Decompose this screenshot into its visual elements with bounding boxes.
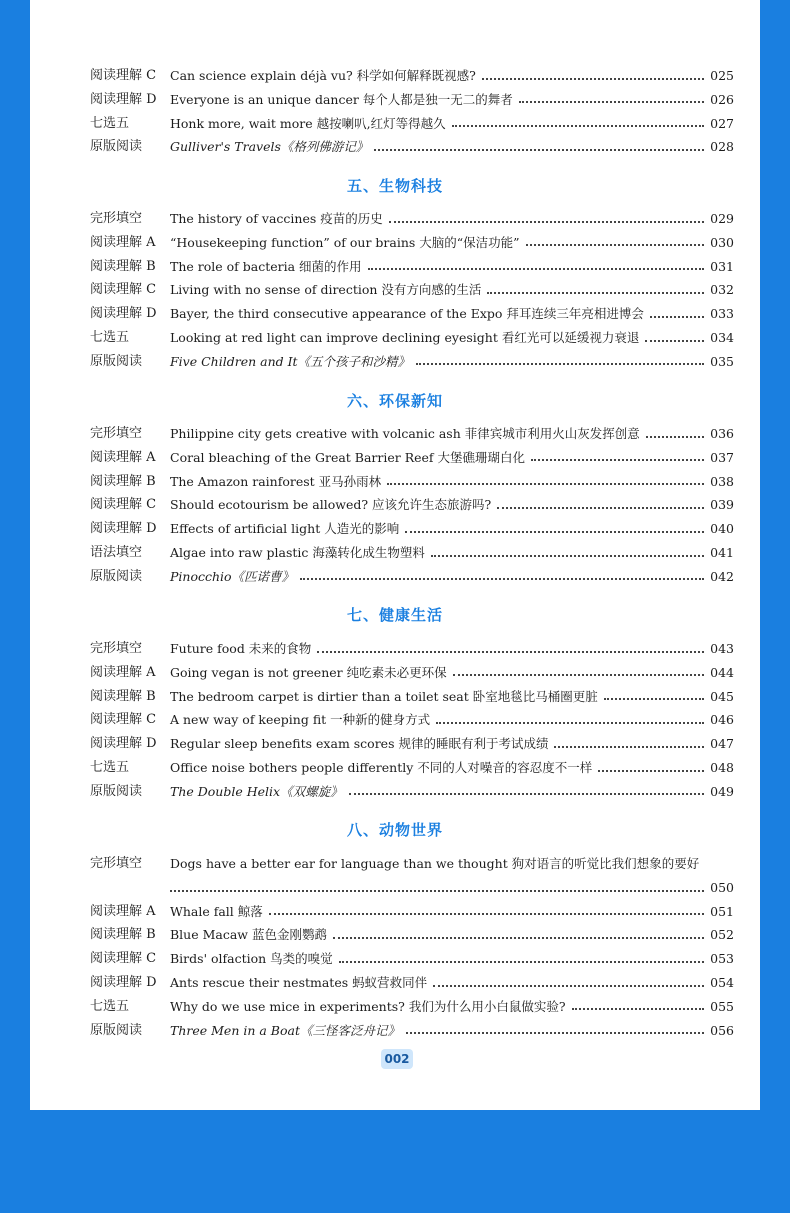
entry-body (170, 971, 734, 995)
entry-category: 阅读理解 D (90, 736, 157, 752)
dot-leader (554, 745, 704, 748)
entry-page-number: 049 (710, 783, 734, 799)
entry-page-number: 045 (710, 688, 734, 704)
entry-title: Whale fall 鲸落 (170, 903, 263, 919)
entry-category: 阅读理解 A (90, 234, 156, 250)
entry-title: Philippine city gets creative with volcanic ash 菲律宾城市利用火山灰发挥创意 (170, 426, 640, 441)
entry-title: Everyone is an unique dancer 每个人都是独一无二的舞者 (170, 91, 513, 107)
entry-page-number: 031 (710, 258, 734, 274)
toc-entry[interactable] (90, 231, 734, 255)
toc-entry[interactable] (90, 565, 734, 589)
entry-body (170, 541, 734, 565)
dot-leader (436, 721, 704, 724)
dot-leader (452, 124, 704, 127)
dot-leader (170, 889, 704, 892)
toc-entry[interactable] (90, 88, 734, 112)
entry-title: Pinocchio《匹诺曹》 (170, 568, 295, 584)
page-number: 002 (381, 1049, 413, 1069)
entry-body (170, 278, 734, 302)
entry-category: 阅读理解 C (90, 68, 157, 83)
entry-page-number: 027 (710, 115, 734, 131)
toc-entry[interactable] (90, 947, 734, 971)
entry-category: 阅读理解 B (90, 927, 156, 943)
entry-category: 阅读理解 C (90, 282, 157, 298)
entry-page-number: 041 (710, 545, 734, 560)
entry-page-number: 035 (710, 353, 734, 369)
toc-entry[interactable] (90, 541, 734, 565)
entry-category: 完形填空 (90, 426, 143, 441)
toc-entry[interactable] (90, 780, 734, 804)
entry-category: 完形填空 (90, 211, 143, 226)
dot-leader (572, 1007, 704, 1010)
dot-leader (349, 792, 704, 795)
dot-leader (389, 220, 704, 223)
dot-leader (646, 435, 704, 438)
entry-body (170, 852, 734, 900)
entry-title: Dogs have a better ear for language than we thought 狗对语言的听觉比我们想象的要好 (170, 856, 700, 871)
entry-body (170, 900, 734, 924)
dot-leader (433, 984, 704, 987)
entry-title: Effects of artificial light 人造光的影响 (170, 521, 400, 537)
entry-page-number: 038 (710, 473, 734, 489)
toc-entry[interactable] (90, 971, 734, 995)
entry-category: 七选五 (90, 115, 130, 131)
entry-title: Five Children and It《五个孩子和沙精》 (170, 353, 411, 369)
entry-title: A new way of keeping fit 一种新的健身方式 (170, 712, 431, 728)
entry-title: Honk more, wait more 越按喇叭,红灯等得越久 (170, 115, 446, 131)
entry-body (170, 732, 734, 756)
entry-category: 阅读理解 D (90, 91, 157, 107)
entry-category: 完形填空 (90, 856, 143, 871)
entry-title: Looking at red light can improve declining eyesight 看红光可以延缓视力衰退 (170, 330, 640, 345)
entry-title: Office noise bothers people differently 不同的人对噪音的容忍度不一样 (170, 760, 593, 775)
toc-entry[interactable] (90, 923, 734, 947)
entry-title: The bedroom carpet is dirtier than a toilet seat 卧室地毯比马桶圈更脏 (170, 688, 598, 704)
toc-entry[interactable] (90, 255, 734, 279)
entry-category: 阅读理解 D (90, 521, 157, 537)
toc-entry[interactable] (90, 732, 734, 756)
entry-category: 阅读理解 C (90, 497, 157, 513)
toc-entry[interactable] (90, 995, 734, 1019)
dot-leader (269, 912, 704, 915)
entry-body (170, 470, 734, 494)
entry-category: 阅读理解 C (90, 712, 157, 728)
entry-page-number: 039 (710, 497, 734, 513)
toc-entry[interactable] (90, 685, 734, 709)
entry-body (170, 231, 734, 255)
entry-body (170, 422, 734, 446)
entry-category: 原版阅读 (90, 353, 143, 369)
entry-category: 原版阅读 (90, 568, 143, 584)
toc-entry[interactable] (90, 852, 734, 900)
entry-body (170, 350, 734, 374)
entry-page-number: 032 (710, 282, 734, 298)
toc-entry[interactable] (90, 350, 734, 374)
entry-page-number: 036 (710, 426, 734, 441)
entry-body (170, 302, 734, 326)
entry-page-number: 055 (710, 998, 734, 1014)
entry-body (170, 708, 734, 732)
dot-leader (405, 530, 704, 533)
entry-category: 七选五 (90, 760, 130, 775)
dot-leader (333, 936, 704, 939)
entry-page-number: 025 (710, 68, 734, 83)
dot-leader (604, 697, 704, 700)
entry-title: Why do we use mice in experiments? 我们为什么用小白鼠做实验? (170, 998, 566, 1014)
section-heading: 七、健康生活 (346, 606, 443, 624)
entry-title: The role of bacteria 细菌的作用 (170, 258, 362, 274)
entry-page-number: 028 (710, 139, 734, 155)
entry-page-number: 029 (710, 211, 734, 226)
entry-category: 阅读理解 A (90, 449, 156, 465)
toc-entry[interactable] (90, 135, 734, 159)
entry-page-number: 047 (710, 736, 734, 752)
entry-body (170, 923, 734, 947)
entry-category: 原版阅读 (90, 139, 143, 155)
entry-body (170, 446, 734, 470)
toc-entry[interactable] (90, 661, 734, 685)
entry-page-number: 050 (710, 880, 734, 895)
entry-body (170, 565, 734, 589)
dot-leader (526, 243, 704, 246)
entry-body (170, 255, 734, 279)
entry-body (170, 947, 734, 971)
entry-body (170, 64, 734, 88)
entry-category: 原版阅读 (90, 1022, 143, 1038)
dot-leader (317, 650, 704, 653)
entry-title: Going vegan is not greener 纯吃素未必更环保 (170, 664, 447, 680)
entry-page-number: 048 (710, 760, 734, 775)
entry-body (170, 685, 734, 709)
toc-entry[interactable] (90, 278, 734, 302)
entry-page-number: 030 (710, 234, 734, 250)
entry-category: 阅读理解 C (90, 951, 157, 967)
entry-page-number: 046 (710, 712, 734, 728)
entry-page-number: 056 (710, 1022, 734, 1038)
entry-title: Coral bleaching of the Great Barrier Reef 大堡礁珊瑚白化 (170, 449, 526, 465)
entry-category: 原版阅读 (90, 783, 143, 799)
toc-entry[interactable] (90, 112, 734, 136)
entry-page-number: 051 (710, 903, 734, 919)
entry-title: Living with no sense of direction 没有方向感的生活 (170, 282, 482, 298)
entry-title: The history of vaccines 疫苗的历史 (170, 211, 383, 226)
section-heading: 五、生物科技 (346, 177, 443, 195)
dot-leader (368, 267, 704, 270)
entry-body (170, 1019, 734, 1043)
entry-title: Blue Macaw 蓝色金刚鹦鹉 (170, 927, 327, 943)
toc-entry[interactable] (90, 708, 734, 732)
entry-body (170, 780, 734, 804)
toc-entry[interactable] (90, 302, 734, 326)
dot-leader (497, 506, 704, 509)
entry-body (170, 637, 734, 661)
entry-category: 七选五 (90, 998, 130, 1014)
entry-category: 阅读理解 D (90, 975, 157, 990)
entry-category: 阅读理解 B (90, 473, 156, 489)
toc-entry[interactable] (90, 422, 734, 446)
dot-leader (531, 458, 704, 461)
entry-title: The Amazon rainforest 亚马孙雨林 (170, 473, 382, 489)
dot-leader (406, 1031, 704, 1034)
entry-body (170, 995, 734, 1019)
entry-body (170, 207, 734, 231)
dot-leader (387, 482, 704, 485)
entry-category: 七选五 (90, 330, 130, 345)
entry-title: Should ecotourism be allowed? 应该允许生态旅游吗? (170, 497, 492, 513)
entry-page-number: 043 (710, 641, 734, 656)
entry-page-number: 037 (710, 449, 734, 465)
entry-page-number: 040 (710, 521, 734, 537)
toc-entry[interactable] (90, 900, 734, 924)
dot-leader (300, 577, 704, 580)
entry-category: 语法填空 (90, 545, 143, 560)
toc-entry[interactable] (90, 64, 734, 88)
toc-entry[interactable] (90, 517, 734, 541)
entry-title: “Housekeeping function” of our brains 大脑的“保洁功能” (170, 234, 520, 250)
toc-entry[interactable] (90, 1019, 734, 1043)
entry-page-number: 042 (710, 568, 734, 584)
entry-body (170, 517, 734, 541)
entry-page-number: 054 (710, 975, 734, 990)
entry-title: Can science explain déjà vu? 科学如何解释既视感? (170, 68, 476, 83)
dot-leader (645, 339, 704, 342)
section-heading: 八、动物世界 (346, 821, 443, 839)
dot-leader (374, 148, 704, 151)
section-heading: 六、环保新知 (346, 392, 443, 410)
toc-entry[interactable] (90, 470, 734, 494)
entry-body (170, 661, 734, 685)
toc-entry[interactable] (90, 326, 734, 350)
entry-body (170, 135, 734, 159)
entry-category: 阅读理解 B (90, 688, 156, 704)
toc-entry[interactable] (90, 637, 734, 661)
entry-title: Three Men in a Boat《三怪客泛舟记》 (170, 1022, 400, 1038)
entry-category: 阅读理解 B (90, 258, 156, 274)
toc-entry[interactable] (90, 207, 734, 231)
entry-category: 阅读理解 A (90, 664, 156, 680)
entry-title: Bayer, the third consecutive appearance of the Expo 拜耳连续三年亮相进博会 (170, 306, 644, 322)
entry-category: 完形填空 (90, 641, 143, 656)
entry-body (170, 493, 734, 517)
entry-body (170, 88, 734, 112)
entry-title: Future food 未来的食物 (170, 641, 312, 656)
dot-leader (339, 960, 704, 963)
toc-entry[interactable] (90, 446, 734, 470)
entry-category: 阅读理解 D (90, 306, 157, 322)
dot-leader (482, 77, 704, 80)
entry-page-number: 053 (710, 951, 734, 967)
entry-body (170, 326, 734, 350)
entry-title: Algae into raw plastic 海藻转化成生物塑料 (170, 545, 425, 560)
entry-title: Regular sleep benefits exam scores 规律的睡眠有利于考试成绩 (170, 736, 549, 752)
dot-leader (487, 291, 704, 294)
entry-body (170, 112, 734, 136)
entry-page-number: 034 (710, 330, 734, 345)
entry-body (170, 756, 734, 780)
entry-category: 阅读理解 A (90, 903, 156, 919)
dot-leader (519, 100, 704, 103)
entry-title: The Double Helix《双螺旋》 (170, 783, 343, 799)
toc-entry[interactable] (90, 756, 734, 780)
toc-page (30, 0, 760, 1110)
entry-page-number: 052 (710, 927, 734, 943)
toc-entry[interactable] (90, 493, 734, 517)
dot-leader (416, 362, 704, 365)
dot-leader (453, 673, 704, 676)
dot-leader (650, 315, 704, 318)
dot-leader (598, 769, 704, 772)
entry-title: Ants rescue their nestmates 蚂蚁营救同伴 (170, 975, 428, 990)
entry-page-number: 026 (710, 91, 734, 107)
entry-title: Gulliver's Travels《格列佛游记》 (170, 139, 369, 155)
entry-page-number: 033 (710, 306, 734, 322)
entry-title: Birds' olfaction 鸟类的嗅觉 (170, 951, 333, 967)
dot-leader (431, 554, 704, 557)
entry-page-number: 044 (710, 664, 734, 680)
